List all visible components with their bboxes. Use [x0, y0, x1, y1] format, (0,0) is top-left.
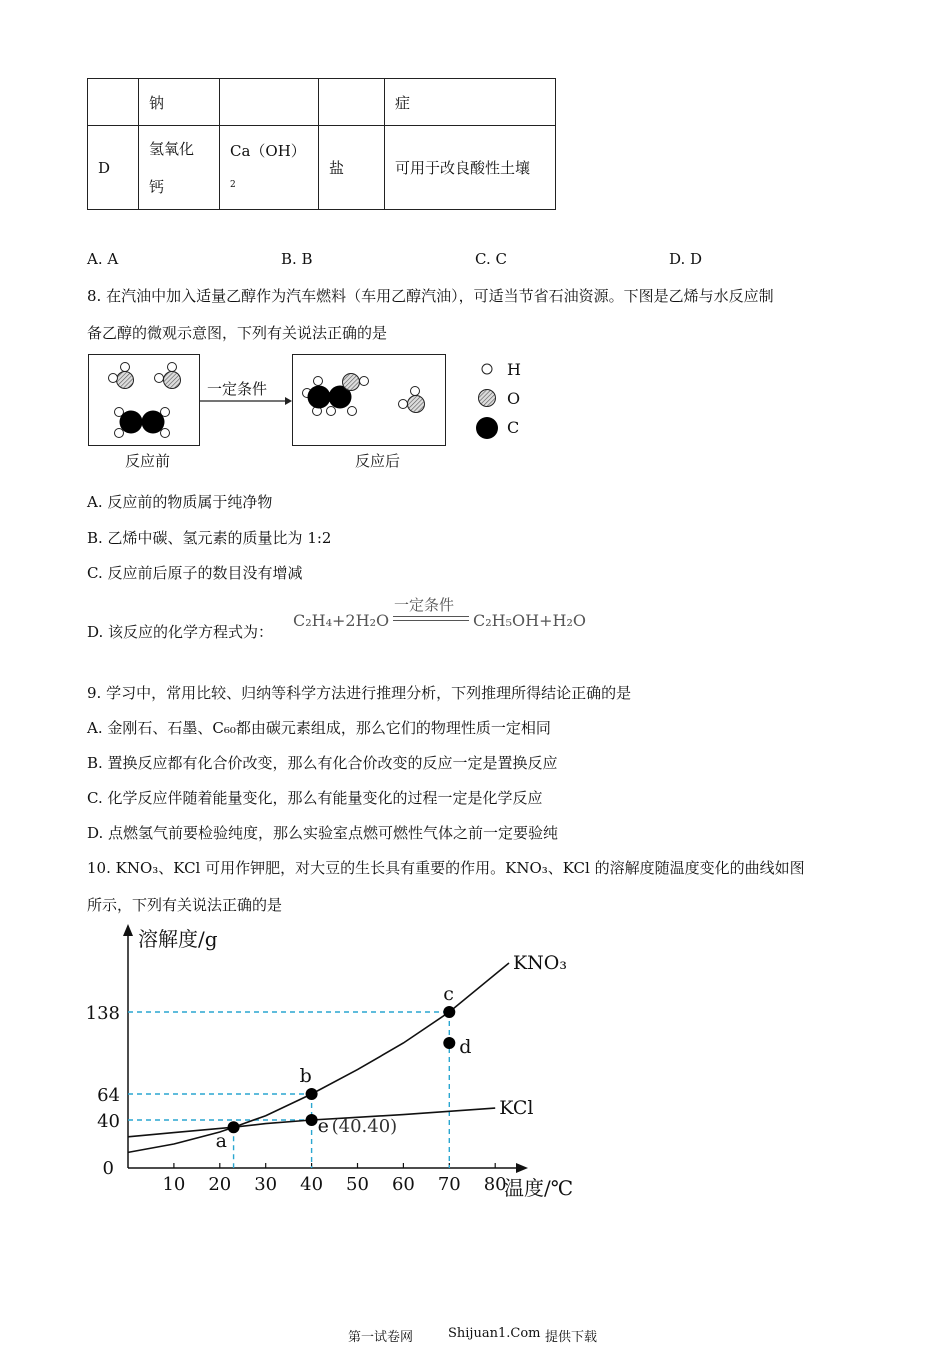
solubility-chart — [80, 920, 640, 1210]
y-tick-label: 0 — [102, 1158, 114, 1179]
hydrogen-atom — [109, 374, 118, 383]
before-label: 反应前 — [125, 452, 171, 470]
footer-action: 提供下载 — [545, 1330, 598, 1345]
cell-subscript: 2 — [230, 179, 236, 190]
hydrogen-atom — [155, 374, 164, 383]
legend-c-label: C — [507, 418, 520, 437]
table-cell — [220, 79, 319, 126]
cell-line: 氢氧化 — [149, 139, 195, 158]
question-9-option-b: B. 置换反应都有化合价改变，那么有化合价改变的反应一定是置换反应 — [87, 754, 558, 772]
question-9-option-c: C. 化学反应伴随着能量变化，那么有能量变化的过程一定是化学反应 — [87, 789, 543, 807]
equation-left: C₂H₄+2H₂O — [293, 611, 390, 630]
question-8-option-c: C. 反应前后原子的数目没有增减 — [87, 564, 303, 582]
legend-h-icon — [482, 364, 492, 374]
hydrogen-atom — [327, 407, 336, 416]
option-b: B. B — [281, 250, 313, 268]
oxygen-atom — [408, 396, 425, 413]
reaction-diagram — [87, 352, 537, 477]
answer-table — [87, 78, 556, 210]
question-8-stem: 8. 在汽油中加入适量乙醇作为汽车燃料（车用乙醇汽油），可适当节省石油资源。下图是乙烯与水反应制 — [87, 287, 774, 305]
legend-o-label: O — [507, 389, 521, 408]
hydrogen-atom — [168, 363, 177, 372]
footer-domain: Shijuan1.Com — [448, 1326, 541, 1341]
x-axis-label: 温度/℃ — [504, 1176, 574, 1200]
y-axis-arrow — [123, 924, 133, 936]
table-cell: D — [88, 126, 139, 210]
table-cell — [88, 79, 139, 126]
y-tick-label: 40 — [97, 1111, 120, 1132]
legend-h-label: H — [507, 360, 521, 379]
question-10-stem-cont: 所示，下列有关说法正确的是 — [87, 896, 283, 914]
hydrogen-atom — [360, 377, 369, 386]
hydrogen-atom — [314, 377, 323, 386]
table-cell: 钠 — [139, 79, 220, 126]
arrow-head — [285, 397, 292, 405]
table-row — [88, 79, 556, 126]
hydrogen-atom — [161, 429, 170, 438]
data-point — [306, 1088, 318, 1100]
y-tick-label: 64 — [97, 1085, 120, 1106]
equation-condition: 一定条件 — [394, 596, 455, 614]
question-9-option-d: D. 点燃氢气前要检验纯度，那么实验室点燃可燃性气体之前一定要验纯 — [87, 824, 559, 842]
after-label: 反应后 — [355, 452, 401, 470]
equation-equals — [393, 616, 469, 621]
chemical-equation — [293, 594, 593, 639]
option-d: D. D — [669, 250, 703, 268]
y-axis-label: 溶解度/g — [138, 927, 218, 951]
footer-site: 第一试卷网 — [348, 1330, 414, 1345]
hydrogen-atom — [411, 387, 420, 396]
question-8-option-b: B. 乙烯中碳、氢元素的质量比为 1:2 — [87, 529, 332, 547]
hydrogen-atom — [399, 400, 408, 409]
table-cell — [319, 79, 385, 126]
series-label: KNO₃ — [512, 952, 567, 975]
table-row — [88, 126, 556, 210]
point-label: d — [459, 1036, 472, 1059]
hydrogen-atom — [115, 429, 124, 438]
condition-label: 一定条件 — [207, 380, 268, 398]
cell-line: Ca（OH） — [230, 141, 306, 160]
x-tick-label: 30 — [254, 1174, 278, 1195]
table-cell — [220, 126, 319, 210]
data-point — [306, 1114, 318, 1126]
question-10-stem: 10. KNO₃、KCl 可用作钾肥，对大豆的生长具有重要的作用。KNO₃、KCl 的溶解度随温度变化的曲线如图 — [87, 859, 805, 877]
x-tick-label: 70 — [437, 1174, 461, 1195]
carbon-atom — [308, 386, 331, 409]
point-label: b — [299, 1065, 312, 1087]
question-8-option-d: D. 该反应的化学方程式为： — [87, 623, 274, 641]
cell-line: 钙 — [149, 177, 165, 196]
x-tick-label: 20 — [208, 1174, 232, 1195]
data-point — [443, 1037, 455, 1049]
option-a: A. A — [87, 250, 119, 268]
point-note: (40.40) — [331, 1116, 398, 1137]
point-label: e — [317, 1115, 329, 1137]
hydrogen-atom — [121, 363, 130, 372]
question-8-option-a: A. 反应前的物质属于纯净物 — [87, 493, 273, 511]
data-point — [443, 1006, 455, 1018]
data-point — [228, 1121, 240, 1133]
x-axis-arrow — [516, 1163, 528, 1173]
carbon-atom — [142, 411, 165, 434]
x-tick-label: 80 — [483, 1174, 507, 1195]
option-c: C. C — [475, 250, 507, 268]
legend-c-icon — [476, 417, 498, 439]
x-tick-label: 60 — [391, 1174, 415, 1195]
equation-right: C₂H₅OH+H₂O — [473, 611, 586, 630]
question-9-option-a: A. 金刚石、石墨、C₆₀都由碳元素组成，那么它们的物理性质一定相同 — [87, 719, 551, 737]
oxygen-atom — [164, 372, 181, 389]
series-label: KCl — [499, 1097, 534, 1120]
oxygen-atom — [343, 374, 360, 391]
oxygen-atom — [117, 372, 134, 389]
x-tick-label: 40 — [300, 1174, 324, 1195]
legend-o-icon — [479, 390, 496, 407]
x-tick-label: 50 — [346, 1174, 369, 1195]
point-label: a — [215, 1130, 227, 1153]
carbon-atom — [120, 411, 143, 434]
question-8-stem-cont: 备乙醇的微观示意图，下列有关说法正确的是 — [87, 324, 388, 342]
table-cell: 症 — [385, 79, 556, 126]
question-9-stem: 9. 学习中，常用比较、归纳等科学方法进行推理分析，下列推理所得结论正确的是 — [87, 684, 632, 702]
x-tick-label: 10 — [162, 1174, 186, 1195]
point-label: c — [443, 983, 454, 1005]
y-tick-label: 138 — [85, 1003, 120, 1024]
table-cell: 可用于改良酸性土壤 — [385, 126, 556, 210]
table-cell: 盐 — [319, 126, 385, 210]
hydrogen-atom — [348, 407, 357, 416]
table-cell — [139, 126, 220, 210]
